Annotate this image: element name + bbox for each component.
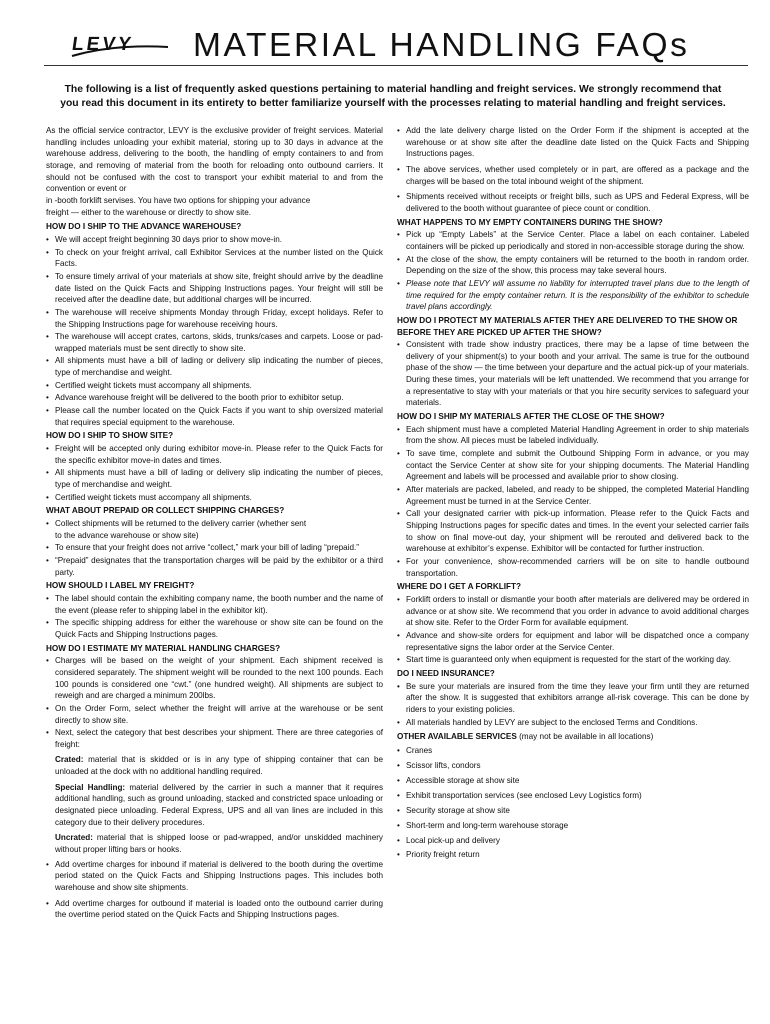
list-item: • Certified weight tickets must accompany all shipments. xyxy=(46,492,383,504)
section-heading-other-services xyxy=(397,731,749,743)
opening-paragraph: As the official service contractor, LEVY is the exclusive provider of freight services. Material handling includes unloading your exhibit material, storing up to 30 days in advance at the warehouse address, delivering to the booth, the handling of empty containers to and from storage, and removing of material from the booth for reloading onto outbound carriers. It should not be confused with the cost to transport your exhibit material to and from the convention or event or in -booth forklift servises. You have two options for shipping your advance freight — either to the warehouse or directly to show site. xyxy=(46,126,383,217)
service-item: • Short-term and long-term warehouse storage xyxy=(397,820,749,832)
list-item: • To save time, complete and submit the Outbound Shipping Form in advance, or you may contact the Service Center at show site for your shipping documents. The Material Handling Agreement and labels will be processed and available prior to show closing. xyxy=(397,448,749,483)
section-heading: WHAT ABOUT PREPAID OR COLLECT SHIPPING CHARGES? xyxy=(46,506,285,516)
intro-paragraph: The following is a list of frequently asked questions pertaining to material handling and freight services. We strongly recommend that you read this document in its entirety to better familiarize yourself with the processes relating to material handling and freight services. xyxy=(60,84,726,109)
liability-note: • Please note that LEVY will assume no liability for interrupted travel plans due to the length of time required for the empty container return. It is the responsibility of the exhibitor to schedule travel plans accordingly. xyxy=(397,278,749,313)
bullet-list xyxy=(397,594,749,666)
category-name: Uncrated: xyxy=(55,833,93,843)
left-column xyxy=(46,125,383,922)
bullet-list xyxy=(46,234,383,429)
list-item: • Certified weight tickets must accompany all shipments. xyxy=(46,380,383,392)
section-heading: HOW DO I SHIP MY MATERIALS AFTER THE CLOSE OF THE SHOW? xyxy=(397,412,665,422)
list-item: • Next, select the category that best describes your shipment. There are three categories of freight: xyxy=(46,727,383,750)
category-text: material delivered by the carrier in such a manner that it requires additional handling, such as ground unloading, stacked and constricted space unloading or designated piece unloading. Federal Express, UPS and all van lines are included in this category due to their delivery procedures. xyxy=(55,782,384,827)
list-item: • At the close of the show, the empty containers will be returned to the booth in random order. Depending on the size of the show, this process may take several hours. xyxy=(397,254,749,277)
service-item: • Scissor lifts, condors xyxy=(397,760,749,772)
list-item: • Consistent with trade show industry practices, there may be a lapse of time between the delivery of your shipment(s) to your booth and your arrival. The same is true for the outbound phase of the show — the time between your departure and the actual pick-up of your materials. During these times, your materials will be left unattended. We recommend that you arrange for a representative to stay with your materials or that you hire security services to safeguard your materials. xyxy=(397,339,749,409)
section-heading: HOW DO I PROTECT MY MATERIALS AFTER THEY ARE DELIVERED TO THE SHOW OR BEFORE THEY ARE PICKED UP AFTER THE SHOW? xyxy=(397,315,738,337)
list-item: • Each shipment must have a completed Material Handling Agreement in order to ship materials from the show. All pieces must be labeled individually. xyxy=(397,424,749,447)
bullet-list xyxy=(46,518,383,578)
service-item: • Accessible storage at show site xyxy=(397,775,749,787)
service-item: • Local pick-up and delivery xyxy=(397,835,749,847)
list-item: • For your convenience, show-recommended carriers will be on site to handle outbound transportation. xyxy=(397,556,749,579)
bullet-list xyxy=(46,859,383,921)
freight-category xyxy=(55,782,383,829)
list-item: • Advance warehouse freight will be delivered to the booth prior to exhibitor setup. xyxy=(46,392,383,404)
availability-note: (may not be available in all locations) xyxy=(519,732,654,742)
bullet-list xyxy=(46,443,383,503)
section-heading: DO I NEED INSURANCE? xyxy=(397,668,495,678)
bullet-list xyxy=(397,125,749,215)
list-item: • Shipments received without receipts or freight bills, such as UPS and Federal Express, will be delivered to the booth without guarantee of piece count or condition. xyxy=(397,191,749,214)
list-item: • Charges will be based on the weight of your shipment. Each shipment received is considered separately. The shipment weight will be rounded to the next 100 pounds. Each 100 pounds is considered one “cwt.” (one hundred weight). All shipments are subject to reweigh and are charged a minimum 200lbs. xyxy=(46,655,383,702)
list-item: • After materials are packed, labeled, and ready to be shipped, the completed Material Handling Agreement must be turned in at the Service Center. xyxy=(397,484,749,507)
list-item: • “Prepaid” designates that the transportation charges will be paid by the exhibitor or a third party. xyxy=(46,555,383,578)
section-heading: WHAT HAPPENS TO MY EMPTY CONTAINERS DURING THE SHOW? xyxy=(397,217,663,227)
list-item: • Add the late delivery charge listed on the Order Form if the shipment is accepted at the warehouse or at show site after the deadline date listed on the Quick Facts and Shipping Instructions pages. xyxy=(397,125,749,160)
section-heading: WHERE DO I GET A FORKLIFT? xyxy=(397,582,522,592)
list-item: • Add overtime charges for outbound if material is loaded onto the outbound carrier during the overtime period stated on the Quick Facts and Shipping Instructions pages. xyxy=(46,898,383,921)
logo-text: LEVY xyxy=(70,34,136,55)
list-item: • All materials handled by LEVY are subject to the enclosed Terms and Conditions. xyxy=(397,717,749,729)
bullet-list xyxy=(397,339,749,409)
list-item: • On the Order Form, select whether the freight will arrive at the warehouse or be sent directly to show site. xyxy=(46,703,383,726)
category-name: Crated: xyxy=(55,755,84,765)
service-item: • Exhibit transportation services (see enclosed Levy Logistics form) xyxy=(397,790,749,802)
title-divider xyxy=(44,65,748,66)
list-item: • Please call the number located on the Quick Facts if you want to ship oversized material that requires special equipment to the warehouse. xyxy=(46,405,383,428)
list-item: • We will accept freight beginning 30 days prior to show move-in. xyxy=(46,234,383,246)
bullet-list xyxy=(46,593,383,641)
list-item: • The label should contain the exhibiting company name, the booth number and the name of the event (please refer to shipping label in the exhibitor kit). xyxy=(46,593,383,616)
list-item: • Call your designated carrier with pick-up information. Please refer to the Quick Facts and Shipping Instructions pages for specific dates and times. In the event your selected carrier fails to show on final move-out day, your shipment will be rerouted and delivered back to the warehouse at exhibitor’s expense. Exhibitor will be contacted for further instruction. xyxy=(397,508,749,555)
bullet-list xyxy=(397,424,749,580)
list-item: • The specific shipping address for either the warehouse or show site can be found on the Quick Facts and Shipping Instructions pages. xyxy=(46,617,383,640)
freight-category xyxy=(55,754,383,777)
bullet-list xyxy=(397,681,749,729)
list-item: • Advance and show-site orders for equipment and labor will be dispatched once a company representative signs the labor order at the Service Center. xyxy=(397,630,749,653)
list-item: • Start time is guaranteed only when equipment is requested for the start of the working day. xyxy=(397,654,749,666)
section-heading: HOW DO I SHIP TO THE ADVANCE WAREHOUSE? xyxy=(46,222,242,232)
list-item: • To ensure timely arrival of your materials at show site, freight should arrive by the deadline date listed on the Quick Facts and Shipping Instructions pages. Your freight will still be received after the deadline date, but additional charges will be incurred. xyxy=(46,271,383,306)
list-item: • Be sure your materials are insured from the time they leave your firm until they are returned after the show. It is suggested that exhibitors arrange all-risk coverage. This can be done by riders to your existing policies. xyxy=(397,681,749,716)
category-name: Special Handling: xyxy=(55,782,126,792)
section-heading-text: OTHER AVAILABLE SERVICES xyxy=(397,732,517,742)
list-item: • Add overtime charges for inbound if material is delivered to the booth during the overtime period stated on the Quick Facts and Shipping Instructions pages. This includes both warehouse and show site shipments. xyxy=(46,859,383,894)
list-item: • All shipments must have a bill of lading or delivery slip indicating the number of pieces, type of merchandise and weight. xyxy=(46,467,383,490)
section-heading: HOW DO I SHIP TO SHOW SITE? xyxy=(46,431,174,441)
list-item: • Collect shipments will be returned to the delivery carrier (whether sent to the advance warehouse or show site) xyxy=(46,518,383,541)
page-title: MATERIAL HANDLING FAQs xyxy=(193,27,690,64)
list-item: • The warehouse will accept crates, cartons, skids, trunks/cases and carpets. Loose or pad-wrapped materials must be sent directly to show site. xyxy=(46,331,383,354)
services-list xyxy=(397,745,749,861)
levy-logo xyxy=(70,33,170,59)
category-text: material that is shipped loose or pad-wrapped, and/or unskidded machinery without proper lifting bars or hooks. xyxy=(55,833,383,855)
bullet-list xyxy=(397,229,749,313)
service-item: • Security storage at show site xyxy=(397,805,749,817)
category-text: material that is skidded or is in any type of shipping container that can be unloaded at the dock with no additional handling required. xyxy=(55,755,383,777)
bullet-list xyxy=(46,655,383,750)
list-item: • To ensure that your freight does not arrive “collect,” mark your bill of lading “prepaid.” xyxy=(46,542,383,554)
service-item: • Cranes xyxy=(397,745,749,757)
list-item: • Freight will be accepted only during exhibitor move-in. Please refer to the Quick Facts for the specific exhibitor move-in dates and times. xyxy=(46,443,383,466)
service-item: • Priority freight return xyxy=(397,849,749,861)
list-item: • Pick up “Empty Labels” at the Service Center. Place a label on each container. Labeled containers will be picked up periodically and stored in non-accessible storage during the show. xyxy=(397,229,749,252)
section-heading: HOW SHOULD I LABEL MY FREIGHT? xyxy=(46,581,195,591)
right-column xyxy=(397,125,749,864)
list-item: • The above services, whether used completely or in part, are offered as a package and the charges will be based on the total inbound weight of the shipment. xyxy=(397,164,749,187)
freight-category xyxy=(55,832,383,855)
section-heading: HOW DO I ESTIMATE MY MATERIAL HANDLING CHARGES? xyxy=(46,643,281,653)
list-item: • Forklift orders to install or dismantle your booth after materials are delivered may be ordered in advance or at show site. We recommend that you order in advance to avoid additional charges at show site. Refer to the Order Form for available equipment. xyxy=(397,594,749,629)
list-item: • The warehouse will receive shipments Monday through Friday, except holidays. Refer to the Shipping Instructions page for warehouse receiving hours. xyxy=(46,307,383,330)
list-item: • To check on your freight arrival, call Exhibitor Services at the number listed on the Quick Facts. xyxy=(46,247,383,270)
list-item: • All shipments must have a bill of lading or delivery slip indicating the number of pieces, type of merchandise and weight. xyxy=(46,355,383,378)
